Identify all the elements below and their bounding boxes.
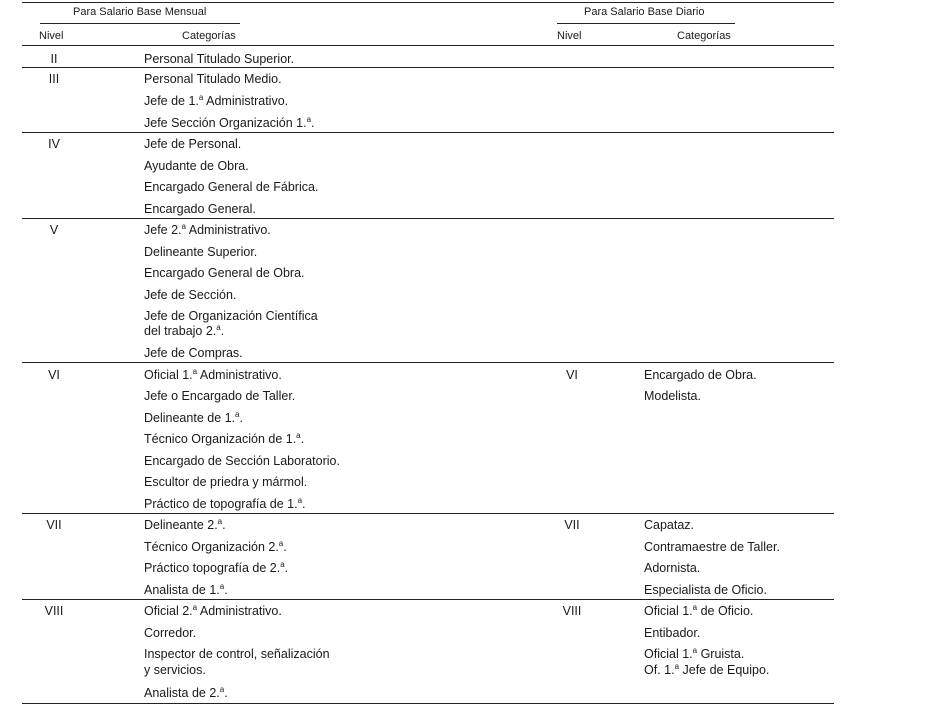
diario-nivel-header: Nivel xyxy=(557,30,582,42)
category-item: Especialista de Oficio. xyxy=(644,583,767,597)
level-label: IV xyxy=(48,137,60,151)
category-item: Oficial 1.$^a$ Administrativo. xyxy=(144,367,282,382)
category-item: Entibador. xyxy=(644,626,701,640)
category-item: Oficial 2.$^a$ Administrativo. xyxy=(144,603,282,618)
group-rule xyxy=(22,513,834,514)
level-label: V xyxy=(49,223,59,237)
group-rule xyxy=(22,362,834,363)
category-item: Analista de 2.$^a$. xyxy=(144,685,228,700)
category-item-continuation: del trabajo 2.$^a$. xyxy=(144,323,225,338)
mensual-group-rule xyxy=(40,23,240,24)
diario-group-title: Para Salario Base Diario xyxy=(584,6,705,18)
level-label: VI xyxy=(566,368,578,382)
category-item: Delineante Superior. xyxy=(144,245,258,259)
category-item: Encargado General. xyxy=(144,202,256,216)
category-item: Práctico topografía de 2.$^a$. xyxy=(144,560,289,575)
category-item: Ayudante de Obra. xyxy=(144,159,249,173)
level-label: VIII xyxy=(562,604,582,618)
bottom-rule xyxy=(22,703,834,704)
group-rule xyxy=(22,132,834,133)
category-item: Encargado de Sección Laboratorio. xyxy=(144,454,340,468)
category-item: Of. 1.$^a$ Jefe de Equipo. xyxy=(644,662,770,677)
level-label: VI xyxy=(48,368,60,382)
category-item: Personal Titulado Medio. xyxy=(144,72,282,86)
category-item: Jefe de Sección. xyxy=(144,288,237,302)
category-item: Jefe de Compras. xyxy=(144,346,243,360)
category-item: Modelista. xyxy=(644,389,701,403)
category-item: Técnico Organización de 1.$^a$. xyxy=(144,431,305,446)
level-label: II xyxy=(50,52,58,66)
diario-categorias-header: Categorías xyxy=(677,30,731,42)
category-item: Jefe 2.$^a$ Administrativo. xyxy=(144,222,271,237)
category-item: Oficial 1.$^a$ de Oficio. xyxy=(644,603,754,618)
category-item: Jefe de Organización Científica xyxy=(144,309,318,323)
level-label: III xyxy=(48,72,60,86)
category-item: Encargado General de Fábrica. xyxy=(144,180,319,194)
group-rule xyxy=(22,599,834,600)
category-item: Delineante 2.$^a$. xyxy=(144,517,226,532)
category-item: Corredor. xyxy=(144,626,197,640)
level-label: VII xyxy=(46,518,62,532)
category-item: Encargado de Obra. xyxy=(644,368,757,382)
category-item: Encargado General de Obra. xyxy=(144,266,305,280)
level-label: VII xyxy=(564,518,580,532)
top-rule xyxy=(22,2,834,3)
category-item-continuation: y servicios. xyxy=(144,663,206,677)
diario-group-rule xyxy=(557,23,735,24)
category-item: Capataz. xyxy=(644,518,695,532)
category-item: Jefe o Encargado de Taller. xyxy=(144,389,296,403)
category-item: Técnico Organización 2.$^a$. xyxy=(144,539,287,554)
category-item: Jefe de 1.$^a$ Administrativo. xyxy=(144,93,289,108)
category-item: Contramaestre de Taller. xyxy=(644,540,780,554)
group-rule xyxy=(22,218,834,219)
mensual-group-title: Para Salario Base Mensual xyxy=(73,6,207,18)
group-rule xyxy=(22,67,834,68)
category-item: Jefe de Personal. xyxy=(144,137,242,151)
category-item: Personal Titulado Superior. xyxy=(144,52,295,66)
level-label: VIII xyxy=(44,604,64,618)
category-item: Adornista. xyxy=(644,561,701,575)
category-item: Delineante de 1.$^a$. xyxy=(144,410,243,425)
mensual-nivel-header: Nivel xyxy=(39,30,64,42)
category-item: Inspector de control, señalización xyxy=(144,647,330,661)
category-item: Analista de 1.$^a$. xyxy=(144,582,228,597)
category-item: Oficial 1.$^a$ Gruista. xyxy=(644,646,745,661)
category-item: Jefe Sección Organización 1.$^a$. xyxy=(144,115,315,130)
mensual-categorias-header: Categorías xyxy=(182,30,236,42)
category-item: Escultor de priedra y mármol. xyxy=(144,475,308,489)
category-item: Práctico de topografía de 1.$^a$. xyxy=(144,496,306,511)
header-bottom-rule xyxy=(22,45,834,46)
